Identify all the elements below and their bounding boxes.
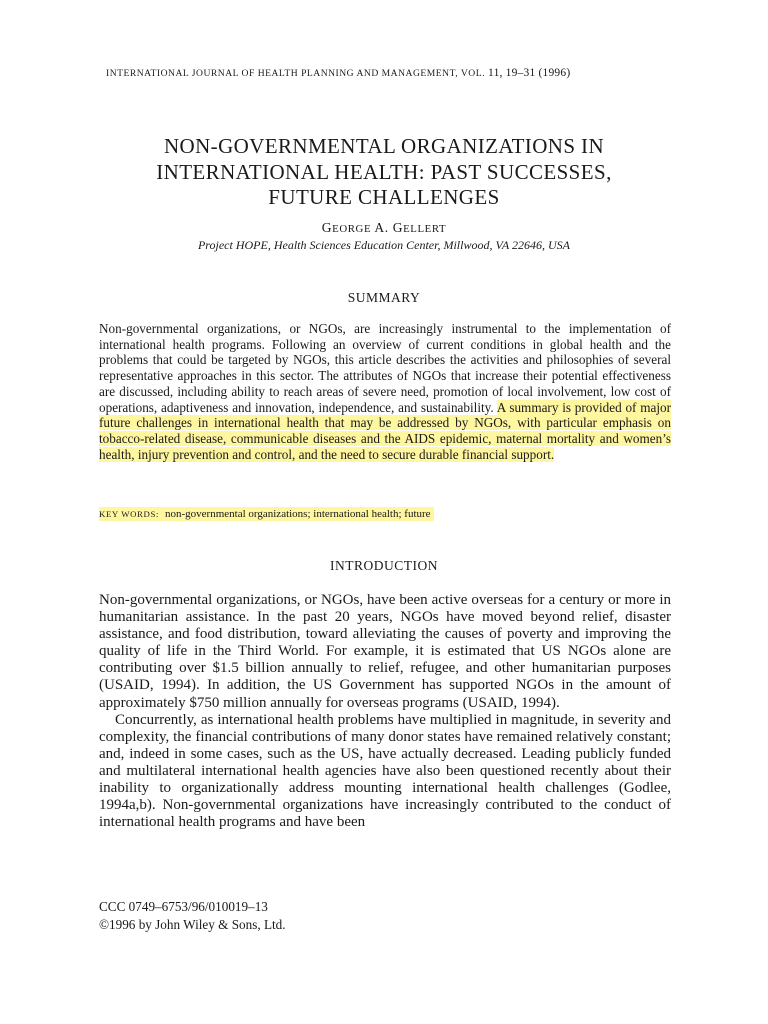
body-paragraph: Concurrently, as international health problems have multiplied in magnitude, in severity and complexity, the financial contributions of many donor states have remained relatively constant; and, indeed in some cases, such as the US, have actually decreased. Leading publicly funded and multilateral international health agencies have also been questioned recently about their inability to organizationally address mounting international health challenges (Godlee, 1994a,b). Non-governmental organizations have increasingly contributed to the conduct of international health programs and have been — [99, 711, 671, 831]
body-paragraph: Non-governmental organizations, or NGOs, have been active overseas for a century or more in humanitarian assistance. In the past 20 years, NGOs have moved beyond relief, disaster assistance, and food distribution, toward alleviating the causes of poverty and improving the quality of life in the Third World. For example, it is estimated that US NGOs alone are contributing over $1.5 billion annually to relief, refugee, and other humanitarian purposes (USAID, 1994). In addition, the US Government has supported NGOs in the amount of approximately $750 million annually for overseas programs (USAID, 1994). — [99, 592, 671, 711]
copyright-notice: ©1996 by John Wiley & Sons, Ltd. — [99, 916, 286, 932]
keywords-terms: non-governmental organizations; international health; future — [165, 508, 431, 520]
summary-heading: SUMMARY — [347, 290, 421, 305]
introduction-heading: INTRODUCTION — [330, 558, 438, 573]
title-line: FUTURE CHALLENGES — [268, 185, 500, 209]
copyright-footer — [99, 898, 286, 933]
abstract-text: Non-governmental organizations, or NGOs, are increasingly instrumental to the implementation of international health programs. Following an overview of current conditions in global health and the problems that could be targeted by NGOs, this article describes the activities and philosophies of several representative approaches in this sector. The attributes of NGOs that increase their potential effectiveness are discussed, including ability to reach areas of severe need, promotion of local involvement, low cost of operations, adaptiveness and innovation, independence, and sustainability. — [99, 321, 671, 415]
summary-abstract — [99, 321, 671, 462]
author-affiliation: Project HOPE, Health Sciences Education Center, Millwood, VA 22646, USA — [197, 238, 571, 252]
title-line: INTERNATIONAL HEALTH: PAST SUCCESSES, — [156, 159, 612, 184]
journal-name: INTERNATIONAL JOURNAL OF HEALTH PLANNING AND MANAGEMENT, VOL. — [106, 68, 485, 79]
title-line: NON-GOVERNMENTAL ORGANIZATIONS IN — [163, 134, 605, 158]
ccc-code: CCC 0749–6753/96/010019–13 — [99, 899, 268, 914]
running-head — [106, 67, 666, 79]
highlighted-abstract-text: A summary is provided of major future challenges in international health that may be addressed by NGOs, with particular emphasis on tobacco-related disease, communicable diseases and the AIDS epidemic, maternal mortality and women’s health, injury prevention and control, and the need to secure durable financial support. — [99, 399, 671, 462]
keywords — [99, 507, 434, 521]
keywords-label: KEY WORDS: — [99, 509, 160, 519]
article-title — [60, 134, 708, 211]
introduction-body — [99, 592, 671, 831]
author-name: GEORGE A. GELLERT — [321, 220, 447, 235]
volume-pages-year: 11, 19–31 (1996) — [488, 67, 571, 79]
